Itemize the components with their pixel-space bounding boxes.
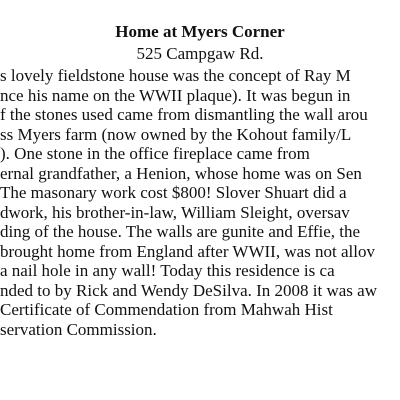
body-line: Certificate of Commendation from Mahwah Hist [0, 300, 333, 319]
body-line: a nail hole in any wall! Today this residence is ca [0, 261, 335, 280]
body-line: brought home from England after WWII, was not allov [0, 241, 375, 261]
body-line: s lovely fieldstone house was the concept of Ray M [0, 66, 351, 85]
body-line: f the stones used came from dismantling the wall arou [0, 105, 368, 124]
body-line: The masonary work cost $800! Slover Shuart did a [0, 183, 347, 202]
body-line: ding of the house. The walls are gunite and Effie, the [0, 222, 361, 241]
document-title: Home at Myers Corner [115, 22, 285, 41]
body-line: servation Commission. [0, 319, 157, 339]
body-line: nded to by Rick and Wendy DeSilva. In 2008 it was aw [0, 280, 377, 300]
body-line: dwork, his brother-in-law, William Sleight, oversav [0, 202, 350, 222]
body-line: ss Myers farm (now owned by the Kohout family/L [0, 124, 352, 144]
body-line: ernal grandfather, a Henion, whose home was on Sen [0, 163, 362, 183]
document-body [0, 66, 400, 339]
document-address: 525 Campgaw Rd. [136, 44, 264, 63]
body-line: ). One stone in the office fireplace came from [0, 144, 310, 163]
body-line: nce his name on the WWII plaque). It was begun in [0, 85, 351, 105]
